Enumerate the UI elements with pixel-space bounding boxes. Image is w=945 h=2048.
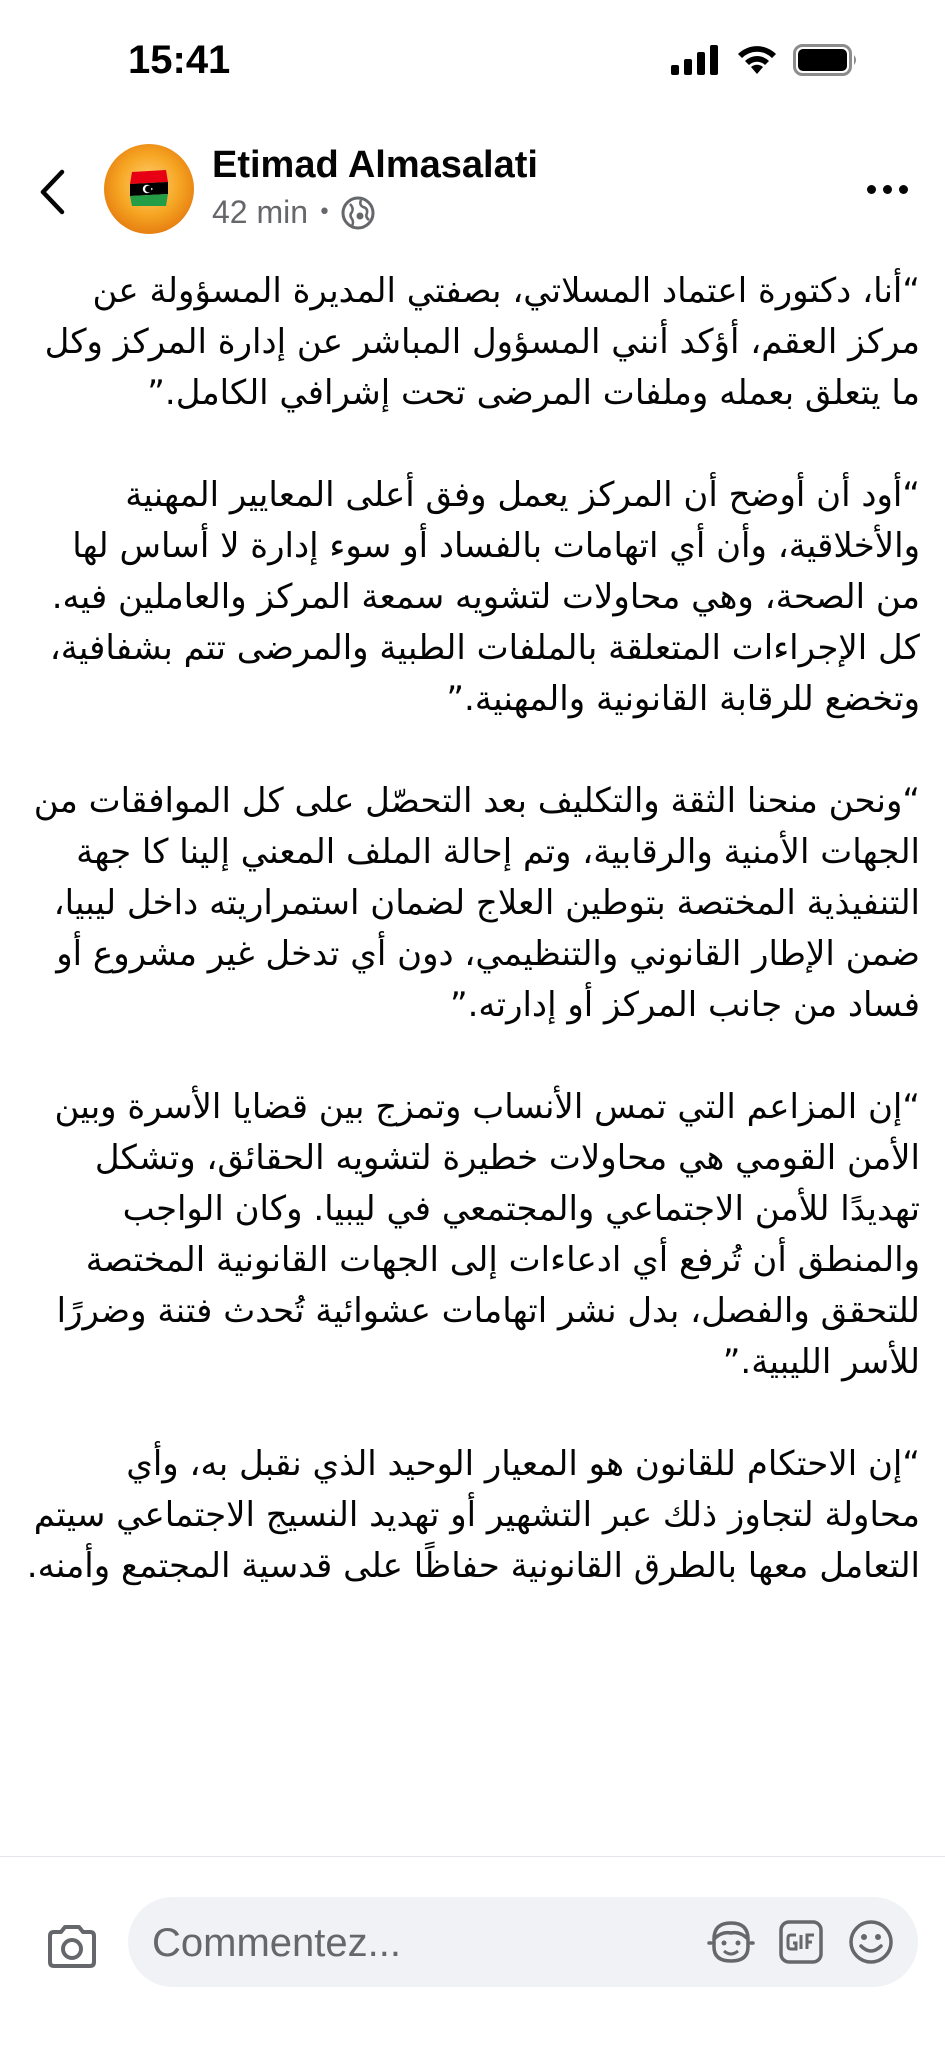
post-paragraph: “إن الاحتكام للقانون هو المعيار الوحيد الذي نقبل به، وأي محاولة لتجاوز ذلك عبر التشهير أو تهديد النسيج الاجتماعي سيتم التعامل معها بالطرق القانونية حفاظًا على قدسية المجتمع وأمنه. [22, 1444, 920, 1586]
comment-input[interactable] [128, 1897, 918, 1987]
avatar-sticker-button[interactable] [706, 1917, 756, 1967]
battery-icon [793, 44, 859, 76]
status-time: 15:41 [128, 38, 231, 82]
emoji-icon [846, 1917, 896, 1967]
post-text [22, 266, 920, 1836]
author-name[interactable]: Etimad Almasalati [212, 144, 538, 186]
post-time[interactable]: 42 min [212, 194, 309, 230]
more-dot [867, 185, 876, 194]
camera-icon [46, 1924, 98, 1970]
more-dot [899, 185, 908, 194]
status-icons [671, 44, 859, 76]
emoji-button[interactable] [846, 1917, 896, 1967]
post-meta [212, 194, 375, 231]
avatar-sticker-icon [706, 1917, 756, 1967]
status-bar [0, 0, 945, 120]
comment-bar [0, 1856, 945, 2048]
more-dot [883, 185, 892, 194]
libya-flag-icon [126, 168, 172, 208]
globe-icon [341, 196, 375, 230]
comment-placeholder: Commentez... [152, 1921, 401, 1965]
post-paragraph: “إن المزاعم التي تمس الأنساب وتمزج بين قضايا الأسرة وبين الأمن القومي هي محاولات خطيرة لتشويه الحقائق، وتشكل تهديدًا للأمن الاجتماعي والمجتمعي في ليبيا. وكان الواجب والمنطق أن تُرفع أي ادعاءات إلى الجهات القانونية المختصة للتحقق والفصل، بدل نشر اتهامات عشوائية تُحدث فتنة وضررًا للأسر الليبية.” [43, 1087, 920, 1382]
gif-icon [776, 1917, 826, 1967]
more-options-button[interactable] [859, 174, 915, 204]
back-button[interactable] [30, 164, 74, 220]
chevron-left-icon [38, 169, 66, 215]
avatar[interactable] [104, 144, 194, 234]
meta-separator: • [318, 200, 332, 225]
gif-button[interactable] [776, 1917, 826, 1967]
wifi-icon [735, 44, 779, 76]
post-paragraph: “أود أن أوضح أن المركز يعمل وفق أعلى المعايير المهنية والأخلاقية، وأن أي اتهامات بالفساد أو سوء إدارة لا أساس لها من الصحة، وهي محاولات لتشويه سمعة المركز والعاملين فيه. كل الإجراءات المتعلقة بالملفات الطبية والمرضى تتم بشفافية، وتخضع للرقابة القانونية والمهنية.” [38, 475, 920, 719]
post-paragraph: “ونحن منحنا الثقة والتكليف بعد التحصّل على كل الموافقات من الجهات الأمنية والرقابية، وتم إحالة الملف المعني إلينا كا جهة التنفيذية المختصة بتوطين العلاج لضمان استمراريته داخل ليبيا، ضمن الإطار القانوني والتنظيمي، دون أي تدخل غير مشروع أو فساد من جانب المركز أو إدارته.” [22, 781, 920, 1025]
post-paragraph: “أنا، دكتورة اعتماد المسلاتي، بصفتي المديرة المسؤولة عن مركز العقم، أؤكد أنني المسؤول المباشر عن إدارة المركز وكل ما يتعلق بعمله وملفات المرضى تحت إشرافي الكامل.” [33, 271, 920, 413]
comment-input-actions [706, 1917, 896, 1967]
post-header [0, 138, 945, 248]
camera-button[interactable] [44, 1919, 100, 1975]
cellular-signal-icon [671, 45, 721, 75]
